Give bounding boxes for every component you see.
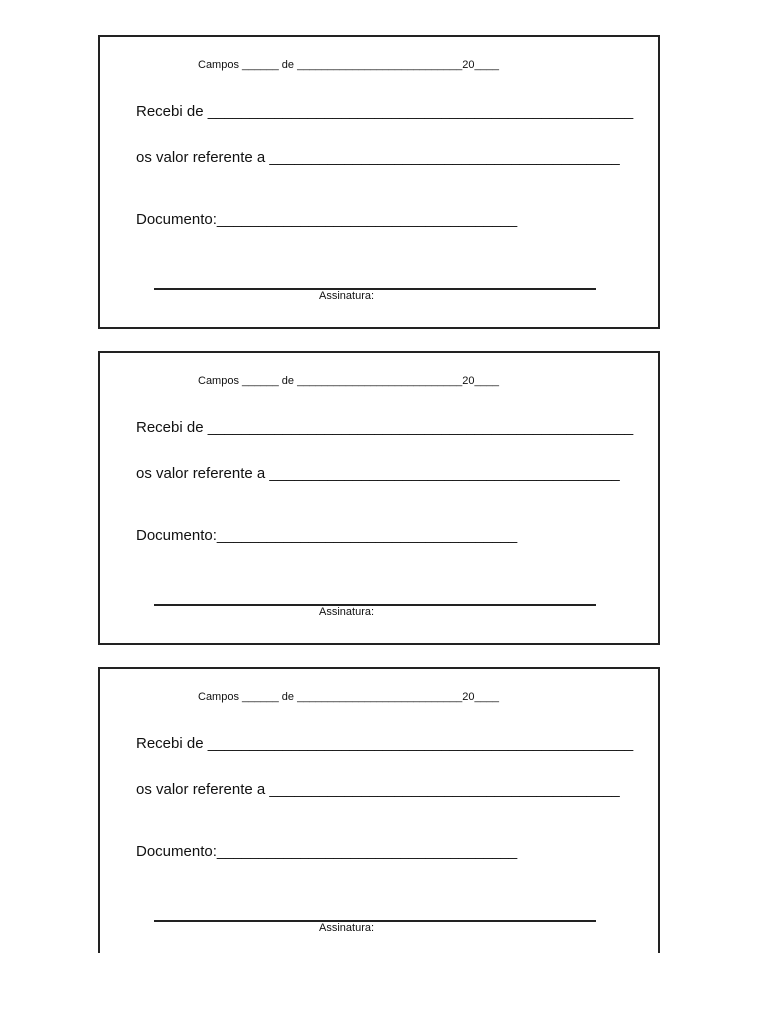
signature-rule — [154, 288, 596, 290]
received-from-line: Recebi de ___________________________________________________ — [136, 735, 634, 752]
date-line: Campos ______ de ___________________________20____ — [198, 59, 499, 71]
document-line: Documento:____________________________________ — [136, 527, 518, 544]
amount-reference-line: os valor referente a __________________________________________ — [136, 465, 620, 482]
signature-rule — [154, 920, 596, 922]
receipt-form-3 — [98, 667, 660, 953]
received-from-line: Recebi de ___________________________________________________ — [136, 419, 634, 436]
amount-reference-line: os valor referente a __________________________________________ — [136, 149, 620, 166]
receipt-form-2 — [98, 351, 660, 645]
date-line: Campos ______ de ___________________________20____ — [198, 375, 499, 387]
receipt-form-1 — [98, 35, 660, 329]
received-from-line: Recebi de ___________________________________________________ — [136, 103, 634, 120]
signature-label: Assinatura: — [319, 606, 375, 618]
signature-label: Assinatura: — [319, 290, 375, 302]
document-line: Documento:____________________________________ — [136, 211, 518, 228]
amount-reference-line: os valor referente a __________________________________________ — [136, 781, 620, 798]
signature-label: Assinatura: — [319, 922, 375, 934]
document-line: Documento:____________________________________ — [136, 843, 518, 860]
date-line: Campos ______ de ___________________________20____ — [198, 691, 499, 703]
signature-rule — [154, 604, 596, 606]
